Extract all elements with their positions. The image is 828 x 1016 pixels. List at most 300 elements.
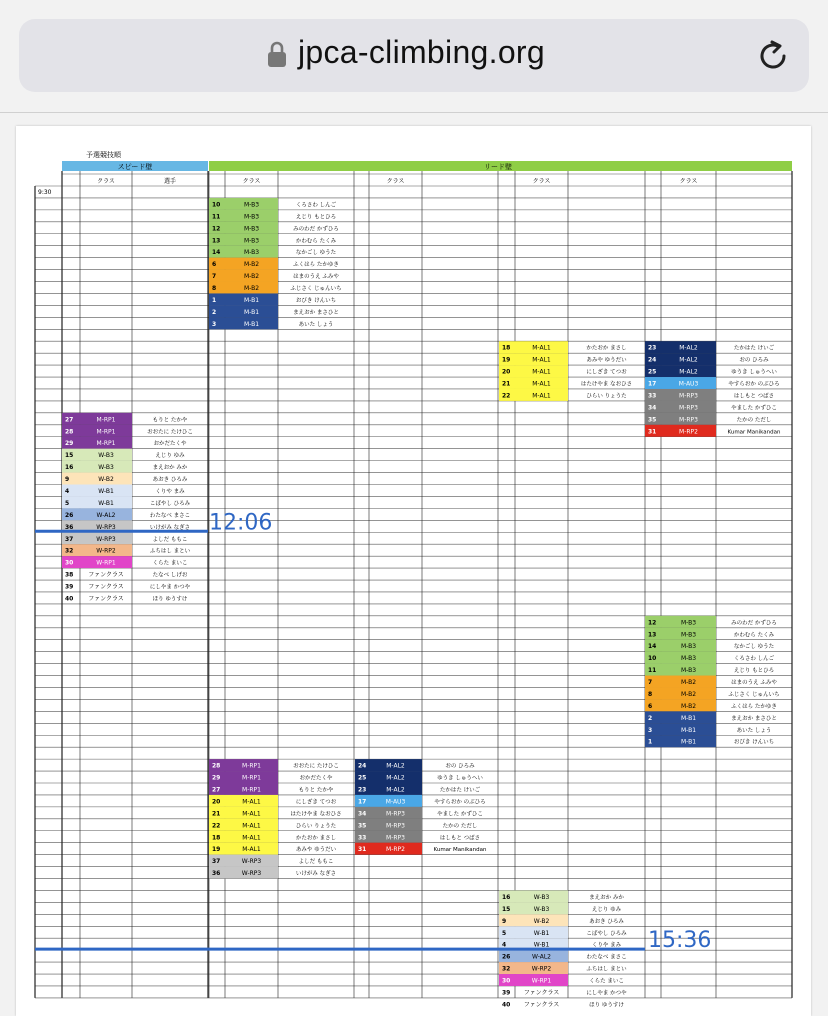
entry-number: 12 (212, 225, 221, 233)
entry-athlete: よしだ ももこ (298, 859, 334, 866)
entry-class: W-B3 (533, 905, 550, 913)
entry-number: 37 (65, 535, 74, 543)
entry-athlete: わたなべ まさこ (586, 954, 627, 961)
entry-row (209, 783, 334, 795)
entry-number: 28 (65, 428, 74, 436)
entry-class: M-B1 (680, 738, 697, 746)
entry-athlete: くろさわ しんご (733, 656, 775, 663)
entry-number: 8 (212, 285, 217, 293)
entry-number: 4 (502, 941, 507, 949)
entry-number: 32 (65, 547, 74, 555)
entry-athlete: あおき ひろみ (589, 918, 624, 925)
entry-class: M-B2 (243, 285, 260, 293)
entry-number: 36 (65, 523, 74, 531)
entry-row (645, 664, 774, 676)
entry-athlete: ふくはら たかゆき (731, 703, 777, 710)
entry-athlete: やすらおか のぶひろ (728, 381, 780, 388)
entry-athlete: ゆうき しゅうへい (437, 775, 483, 782)
entry-class: W-AL2 (532, 953, 551, 961)
entry-row (209, 234, 337, 246)
entry-row (209, 831, 336, 843)
entry-athlete: はまのうえ ふみや (731, 680, 777, 687)
entry-number: 16 (65, 464, 74, 472)
entry-athlete: まえおか みか (152, 465, 188, 472)
entry-number: 11 (648, 667, 657, 675)
entry-athlete: にしざき てつお (586, 369, 627, 376)
entry-number: 9 (65, 476, 70, 484)
schedule-entries (62, 198, 781, 1009)
entry-row (499, 890, 624, 902)
entry-row (645, 699, 777, 711)
entry-class: M-AL2 (386, 774, 405, 782)
entry-row (209, 270, 339, 282)
entry-athlete: たなべ しげお (152, 572, 188, 579)
entry-number: 19 (212, 846, 221, 854)
entry-class: M-AL2 (679, 356, 698, 364)
entry-number: 34 (358, 810, 367, 818)
entry-athlete: おの ひろみ (445, 763, 475, 770)
entry-class: M-RP1 (242, 786, 261, 794)
entry-class: M-B3 (243, 237, 260, 245)
entry-class: M-B3 (680, 643, 697, 651)
entry-number: 18 (212, 834, 221, 842)
entry-row (645, 389, 774, 401)
entry-row (355, 831, 480, 843)
entry-row (209, 771, 333, 783)
entry-athlete: なかごし ゆうた (295, 250, 337, 257)
entry-athlete: やました かずひこ (731, 405, 777, 412)
entry-class: M-B3 (680, 655, 697, 663)
entry-row (209, 282, 342, 294)
entry-number: 35 (358, 822, 367, 830)
entry-row (209, 819, 336, 831)
entry-row (355, 795, 486, 807)
entry-athlete: かたおか まさし (586, 345, 627, 352)
entry-row (355, 843, 487, 855)
entry-row (209, 246, 336, 258)
entry-class: M-B3 (680, 619, 697, 627)
entry-number: 4 (65, 488, 70, 495)
entry-number: 3 (212, 320, 217, 328)
entry-number: 9 (502, 917, 507, 925)
entry-class: W-RP1 (531, 977, 552, 985)
entry-athlete: ふじさく じゅんいち (728, 691, 780, 698)
entry-row (645, 711, 777, 723)
entry-number: 40 (65, 595, 74, 603)
entry-row (645, 401, 777, 413)
entry-class: W-RP3 (96, 523, 116, 531)
entry-row (209, 317, 333, 329)
entry-row (209, 258, 339, 270)
entry-athlete: やすらおか のぶひろ (434, 799, 486, 806)
entry-number: 18 (502, 344, 511, 352)
entry-row (209, 222, 339, 234)
entry-athlete: ひらい りょうた (586, 393, 627, 400)
entry-number: 40 (502, 1001, 511, 1009)
entry-athlete: はたけやま なおひさ (580, 381, 633, 388)
entry-class: W-AL2 (96, 511, 116, 519)
entry-athlete: もりと たかや (152, 417, 188, 424)
entry-row (645, 687, 780, 699)
entry-number: 17 (358, 798, 367, 806)
entry-class: ファンクラス (523, 1001, 560, 1009)
entry-class: M-AL1 (532, 368, 551, 376)
entry-number: 2 (648, 714, 653, 722)
entry-athlete: ふじさく じゅんいち (290, 286, 342, 293)
entry-class: M-RP3 (679, 404, 698, 412)
entry-class: M-RP1 (96, 416, 116, 424)
col-header-class: クラス (242, 178, 261, 185)
entry-athlete: くりや まみ (155, 489, 185, 495)
entry-number: 1 (212, 296, 217, 304)
entry-row (62, 508, 190, 520)
class-color-cell (62, 485, 132, 497)
entry-number: 21 (502, 380, 511, 388)
entry-class: M-AL1 (532, 392, 551, 400)
entry-number: 29 (212, 774, 221, 782)
entry-athlete: くらた まいこ (589, 978, 624, 985)
entry-athlete: たかはた けいご (439, 787, 481, 794)
entry-class: M-B3 (243, 213, 260, 221)
entry-row (499, 389, 627, 401)
entry-athlete: なかごし ゆうた (733, 644, 775, 651)
entry-class: M-RP1 (242, 762, 261, 770)
entry-row (62, 413, 188, 425)
entry-class: M-B2 (243, 273, 260, 281)
entry-athlete: えじり もとひろ (733, 668, 775, 675)
entry-class: M-B1 (243, 320, 260, 328)
time-markers (35, 510, 711, 953)
entry-number: 6 (648, 702, 653, 710)
entry-athlete: みのわだ かずひろ (293, 226, 339, 233)
entry-number: 8 (648, 690, 653, 698)
entry-class: W-B3 (98, 452, 114, 460)
entry-number: 15 (65, 452, 74, 460)
entry-row (209, 305, 339, 317)
entry-class: W-B3 (98, 464, 114, 472)
entry-athlete: おびき けんいち (295, 297, 337, 304)
entry-class: M-B3 (243, 249, 260, 257)
entry-athlete: はしもと つばさ (733, 393, 775, 400)
entry-row (209, 843, 336, 855)
entry-row (499, 974, 624, 986)
entry-row (645, 365, 777, 377)
entry-number: 25 (648, 368, 657, 376)
entry-number: 2 (212, 308, 217, 316)
entry-athlete: くりや まみ (591, 942, 622, 949)
entry-class: M-RP3 (386, 822, 405, 830)
entry-class: M-AL2 (386, 762, 405, 770)
entry-number: 14 (648, 643, 657, 651)
entry-class: M-AU3 (385, 798, 406, 806)
entry-class: M-B3 (243, 201, 260, 209)
entry-row (499, 950, 627, 962)
entry-class: M-B1 (243, 308, 260, 316)
entry-class: M-RP2 (679, 428, 698, 436)
entry-number: 11 (212, 213, 221, 221)
entry-athlete: ふちはし まとい (586, 966, 627, 973)
entry-row (62, 532, 187, 544)
entry-number: 26 (502, 953, 511, 961)
entry-athlete: ほり ゆうすけ (589, 1002, 624, 1009)
entry-row (645, 652, 775, 664)
entry-class: M-B3 (243, 225, 260, 233)
entry-class: M-AL1 (532, 344, 551, 352)
entry-athlete: おかだたくや (153, 441, 187, 448)
start-time: 9:30 (38, 189, 52, 196)
column-subheaders (97, 177, 697, 185)
entry-row (499, 365, 627, 377)
entry-class: W-RP3 (241, 858, 262, 866)
entry-row (645, 425, 781, 437)
entry-number: 24 (358, 762, 367, 770)
entry-class: M-AL1 (242, 846, 261, 854)
class-color-cell (62, 473, 132, 485)
entry-number: 10 (212, 201, 221, 209)
entry-athlete: はたけやま なおひさ (290, 811, 342, 818)
entry-number: 30 (502, 977, 511, 985)
entry-number: 21 (212, 810, 221, 818)
entry-row (355, 759, 475, 771)
entry-class: W-B1 (98, 499, 114, 507)
entry-class: M-RP2 (386, 846, 405, 854)
entry-athlete: ひらい りょうた (295, 823, 337, 830)
entry-row (355, 771, 483, 783)
entry-athlete: みのわだ かずひろ (731, 620, 777, 627)
entry-number: 20 (502, 368, 511, 376)
entry-class: M-RP1 (96, 440, 116, 448)
entry-row (62, 556, 187, 568)
col-header-class: クラス (97, 178, 115, 185)
entry-number: 10 (648, 655, 657, 663)
entry-number: 28 (212, 762, 221, 770)
entry-row (62, 473, 188, 485)
entry-athlete: はまのうえ ふみや (293, 274, 339, 281)
entry-row (645, 676, 777, 688)
entry-athlete: まえおか みか (589, 894, 624, 901)
entry-class: M-B2 (680, 679, 697, 687)
entry-class: ファンクラス (88, 583, 124, 591)
lead-wall-header: リード壁 (484, 163, 512, 171)
entry-athlete: おの ひろみ (739, 357, 769, 364)
entry-class: M-RP3 (679, 392, 698, 400)
entry-row (645, 413, 771, 425)
entry-number: 33 (358, 834, 367, 842)
entry-number: 17 (648, 380, 657, 388)
entry-class: M-RP1 (242, 774, 261, 782)
entry-athlete: Kumar Manikandan (433, 847, 487, 854)
entry-row (355, 807, 483, 819)
entry-athlete: たかの ただし (442, 823, 478, 830)
entry-number: 7 (212, 273, 217, 281)
entry-number: 5 (502, 929, 507, 937)
entry-class: M-AL2 (679, 344, 698, 352)
entry-row (499, 914, 624, 926)
entry-row (499, 962, 627, 974)
entry-row (645, 735, 774, 747)
entry-number: 22 (212, 822, 221, 830)
entry-number: 23 (358, 786, 367, 794)
entry-athlete: たかの ただし (736, 417, 772, 424)
entry-athlete: Kumar Manikandan (727, 429, 781, 436)
entry-number: 33 (648, 392, 657, 400)
entry-number: 3 (648, 726, 653, 734)
entry-number: 30 (65, 559, 74, 567)
entry-row (65, 571, 188, 579)
entry-row (62, 461, 188, 473)
entry-number: 23 (648, 344, 657, 352)
entry-class: M-AL1 (242, 834, 261, 842)
url-text[interactable]: jpca-climbing.org (298, 34, 545, 70)
entry-row (645, 341, 775, 353)
entry-athlete: たかはた けいご (733, 345, 775, 352)
entry-row (62, 425, 193, 437)
entry-class: W-RP2 (96, 547, 116, 555)
entry-class: W-B1 (533, 929, 550, 937)
class-color-cell (62, 496, 132, 508)
entry-row (62, 485, 185, 497)
entry-number: 5 (65, 499, 70, 507)
entry-number: 14 (212, 249, 221, 257)
entry-row (209, 759, 339, 771)
entry-athlete: まえおか まさひと (731, 715, 777, 722)
time-marker-label: 15:36 (648, 928, 712, 954)
entry-number: 13 (648, 631, 657, 639)
entry-row (502, 1001, 624, 1008)
entry-athlete: いけがみ なぎさ (295, 871, 337, 878)
entry-number: 15 (502, 905, 511, 913)
entry-class: M-B2 (680, 690, 697, 698)
entry-row (499, 926, 627, 938)
entry-number: 27 (212, 786, 221, 794)
entry-athlete: やました かずひこ (437, 811, 483, 818)
entry-athlete: あいた しょう (736, 727, 772, 734)
entry-class: M-AL1 (532, 380, 551, 388)
entry-class: ファンクラス (88, 571, 124, 579)
entry-class: W-B2 (533, 917, 550, 925)
entry-class: M-B1 (680, 714, 697, 722)
entry-class: ファンクラス (523, 989, 560, 997)
entry-row (499, 902, 622, 914)
entry-number: 29 (65, 440, 74, 448)
entry-number: 1 (648, 738, 653, 746)
entry-class: M-B2 (680, 702, 697, 710)
entry-class: M-RP1 (96, 428, 116, 436)
entry-athlete: にしざき てつお (295, 799, 337, 806)
entry-row (65, 595, 188, 602)
entry-number: 20 (212, 798, 221, 806)
entry-class: M-B1 (680, 726, 697, 734)
entry-class: M-AL1 (242, 798, 261, 806)
entry-athlete: かたおか まさし (295, 835, 337, 842)
time-marker-label: 12:06 (209, 510, 273, 536)
entry-athlete: おびき けんいち (733, 739, 775, 746)
col-header-class: クラス (532, 178, 551, 185)
speed-wall-header: スピード壁 (117, 163, 153, 171)
entry-row (499, 341, 627, 353)
entry-number: 37 (212, 858, 221, 866)
entry-athlete: ほり ゆうすけ (152, 596, 188, 603)
entry-class: M-AU3 (678, 380, 699, 388)
entry-athlete: あおき ひろみ (152, 477, 188, 484)
entry-number: 19 (502, 356, 511, 364)
entry-class: W-RP1 (96, 559, 116, 567)
entry-row (209, 293, 336, 305)
entry-row (209, 855, 333, 867)
entry-row (62, 437, 187, 449)
entry-athlete: おおたに たけひこ (147, 429, 193, 436)
entry-class: M-B1 (243, 296, 260, 304)
entry-row (62, 449, 185, 461)
entry-class: M-AL1 (532, 356, 551, 364)
schedule-grid (35, 171, 792, 998)
entry-row (209, 795, 337, 807)
entry-athlete: もりと たかや (298, 787, 334, 794)
entry-number: 6 (212, 261, 217, 269)
entry-row (645, 628, 775, 640)
entry-row (209, 867, 336, 879)
entry-athlete: かわむら たくみ (295, 238, 337, 245)
entry-row (65, 583, 191, 591)
entry-athlete: まえおか まさひと (293, 309, 339, 316)
entry-athlete: あみや ゆうだい (295, 847, 337, 854)
entry-athlete: よしだ ももこ (152, 536, 188, 543)
entry-class: M-AL2 (679, 368, 698, 376)
col-header-class: クラス (679, 178, 698, 185)
entry-number: 36 (212, 870, 221, 878)
entry-class: W-B1 (533, 941, 550, 949)
entry-class: M-RP3 (679, 416, 698, 424)
entry-row (645, 616, 777, 628)
entry-class: W-RP2 (531, 965, 552, 973)
entry-athlete: くろさわ しんご (295, 202, 337, 209)
entry-row (499, 377, 632, 389)
entry-athlete: あいた しょう (298, 321, 334, 328)
entry-row (355, 783, 481, 795)
entry-class: M-AL2 (386, 786, 405, 794)
entry-number: 35 (648, 416, 657, 424)
entry-number: 13 (212, 237, 221, 245)
entry-row (502, 988, 627, 996)
entry-class: W-B3 (533, 893, 550, 901)
entry-number: 16 (502, 893, 511, 901)
entry-row (209, 210, 336, 222)
entry-athlete: えじり もとひろ (295, 214, 337, 221)
entry-row (645, 640, 774, 652)
entry-athlete: こばやし ひろみ (586, 930, 627, 937)
entry-athlete: えじり ゆみ (155, 453, 185, 460)
entry-class: W-RP3 (96, 535, 116, 543)
entry-class: ファンクラス (88, 595, 124, 603)
entry-number: 25 (358, 774, 367, 782)
entry-number: 31 (358, 846, 367, 854)
col-header-athlete: 選手 (163, 178, 177, 185)
entry-number: 39 (65, 583, 74, 591)
sheet-header (38, 150, 792, 196)
entry-class: M-AL1 (242, 822, 261, 830)
entry-row (645, 723, 771, 735)
entry-class: M-RP3 (386, 810, 405, 818)
sheet-title: 予選競技順 (86, 151, 121, 159)
entry-athlete: わたなべ まさこ (149, 512, 191, 519)
entry-row (645, 353, 769, 365)
entry-row (62, 544, 190, 556)
entry-athlete: にしやま かつや (586, 990, 627, 997)
entry-class: M-AL1 (242, 810, 261, 818)
entry-row (499, 353, 627, 365)
entry-row (355, 819, 477, 831)
entry-athlete: ゆうき しゅうへい (731, 369, 777, 376)
